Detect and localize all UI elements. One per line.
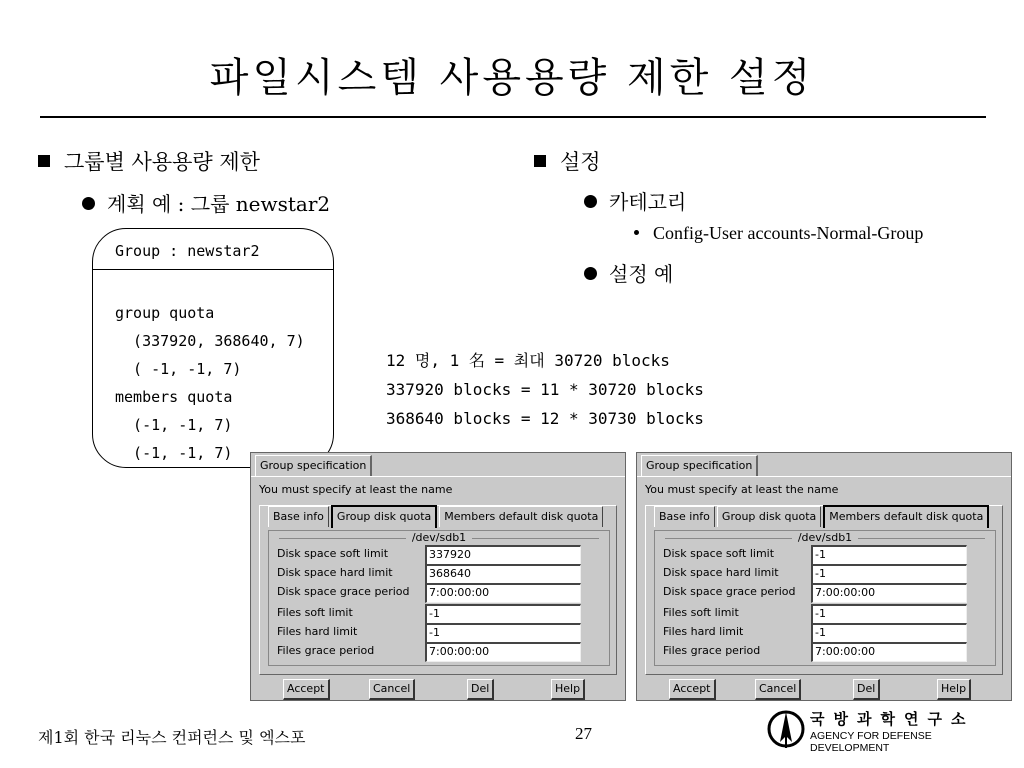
title-divider (40, 116, 986, 118)
row-files-grace (663, 642, 985, 661)
right-category-path (634, 223, 923, 244)
quota-panel (259, 505, 617, 675)
left-heading-text: 그룹별 사용용량 제한 (64, 150, 260, 174)
row-disk-grace (277, 583, 599, 602)
dialog-title-divider (251, 476, 625, 477)
right-category (584, 186, 686, 215)
circle-bullet-icon (584, 195, 597, 208)
agency-name-english: AGENCY FOR DEFENSE DEVELOPMENT (810, 730, 932, 754)
square-bullet-icon (38, 155, 50, 167)
cancel-button[interactable]: Cancel (755, 679, 801, 700)
tab-group-disk-quota[interactable]: Group disk quota (717, 506, 821, 527)
dialog-title-divider (637, 476, 1011, 477)
left-sub (82, 188, 330, 217)
group-spec-dialog-1 (250, 452, 626, 701)
quota-box-header: Group : newstar2 (93, 229, 333, 270)
quota-plan-box (92, 228, 334, 468)
slide-title: 파일시스템 사용용량 제한 설정 (209, 55, 815, 101)
conference-name: 제1회 한국 리눅스 컨퍼런스 및 엑스포 (38, 728, 306, 747)
row-label: Disk space hard limit (277, 566, 393, 579)
row-label: Files soft limit (277, 606, 353, 619)
square-bullet-icon (534, 155, 546, 167)
agency-logo (766, 708, 1006, 752)
tab-bar (268, 506, 605, 528)
group-spec-dialog-2 (636, 452, 1012, 701)
row-label: Files soft limit (663, 606, 739, 619)
row-label: Disk space hard limit (663, 566, 779, 579)
calc-line: 12 명, 1 名 = 최대 30720 blocks (386, 351, 670, 370)
device-name: /dev/sdb1 (792, 531, 858, 544)
disk-soft-limit-input[interactable]: -1 (811, 545, 967, 565)
row-label: Files hard limit (277, 625, 358, 638)
row-label: Disk space grace period (663, 585, 796, 598)
quota-line: group quota (115, 304, 215, 322)
row-label: Files grace period (277, 644, 375, 657)
calc-line: 337920 blocks = 11 * 30720 blocks (386, 380, 704, 399)
quota-box-body (115, 299, 305, 467)
tab-bar (654, 506, 991, 528)
row-files-hard (277, 623, 599, 642)
disk-hard-limit-input[interactable]: 368640 (425, 564, 581, 584)
dialog-title-tab[interactable]: Group specification (641, 455, 758, 476)
circle-bullet-icon (584, 267, 597, 280)
row-disk-grace (663, 583, 985, 602)
row-files-soft (277, 604, 599, 623)
del-button[interactable]: Del (853, 679, 880, 700)
row-files-soft (663, 604, 985, 623)
tab-base-info[interactable]: Base info (268, 506, 329, 527)
quota-fields (654, 530, 996, 666)
agency-name-korean: 국방과학연구소 (810, 710, 975, 728)
row-disk-soft (663, 545, 985, 564)
help-button[interactable]: Help (937, 679, 971, 700)
row-label: Disk space soft limit (277, 547, 389, 560)
quota-fields (268, 530, 610, 666)
right-heading-text: 설정 (560, 150, 601, 174)
device-name: /dev/sdb1 (406, 531, 472, 544)
row-label: Disk space grace period (277, 585, 410, 598)
block-calculation (386, 346, 704, 433)
dialog-title-tab[interactable]: Group specification (255, 455, 372, 476)
row-label: Files grace period (663, 644, 761, 657)
left-sub-text: 계획 예 : 그룹 newstar2 (107, 192, 331, 216)
accept-button[interactable]: Accept (283, 679, 330, 700)
right-example (584, 258, 673, 287)
row-disk-soft (277, 545, 599, 564)
right-heading (534, 146, 601, 176)
tab-members-default-disk-quota[interactable]: Members default disk quota (439, 506, 603, 527)
quota-panel (645, 505, 1003, 675)
dialog-message: You must specify at least the name (259, 483, 453, 496)
quota-line: (-1, -1, 7) (115, 416, 233, 434)
del-button[interactable]: Del (467, 679, 494, 700)
cancel-button[interactable]: Cancel (369, 679, 415, 700)
tab-members-default-disk-quota[interactable]: Members default disk quota (823, 505, 989, 528)
disk-hard-limit-input[interactable]: -1 (811, 564, 967, 584)
right-category-text: 카테고리 (609, 190, 687, 214)
row-disk-hard (277, 564, 599, 583)
category-path-text: Config-User accounts-Normal-Group (653, 223, 924, 243)
tab-group-disk-quota[interactable]: Group disk quota (331, 505, 437, 528)
quota-line: (337920, 368640, 7) (115, 332, 305, 350)
files-hard-limit-input[interactable]: -1 (425, 623, 581, 643)
page-number: 27 (575, 724, 592, 743)
row-disk-hard (663, 564, 985, 583)
row-files-hard (663, 623, 985, 642)
calc-line: 368640 blocks = 12 * 30730 blocks (386, 409, 704, 428)
row-files-grace (277, 642, 599, 661)
left-heading (38, 146, 260, 176)
device-label (655, 531, 995, 544)
device-label (269, 531, 609, 544)
row-label: Disk space soft limit (663, 547, 775, 560)
small-bullet-icon (634, 230, 639, 235)
files-soft-limit-input[interactable]: -1 (425, 604, 581, 624)
disk-soft-limit-input[interactable]: 337920 (425, 545, 581, 565)
row-label: Files hard limit (663, 625, 744, 638)
files-soft-limit-input[interactable]: -1 (811, 604, 967, 624)
tab-base-info[interactable]: Base info (654, 506, 715, 527)
quota-line: members quota (115, 388, 233, 406)
help-button[interactable]: Help (551, 679, 585, 700)
agency-emblem-icon (766, 708, 806, 750)
accept-button[interactable]: Accept (669, 679, 716, 700)
files-grace-period-input[interactable]: 7:00:00:00 (425, 642, 581, 662)
right-example-text: 설정 예 (609, 262, 674, 286)
files-hard-limit-input[interactable]: -1 (811, 623, 967, 643)
disk-grace-period-input[interactable]: 7:00:00:00 (425, 583, 581, 603)
quota-line: ( -1, -1, 7) (115, 360, 242, 378)
circle-bullet-icon (82, 197, 95, 210)
quota-line: (-1, -1, 7) (115, 444, 233, 462)
dialog-message: You must specify at least the name (645, 483, 839, 496)
disk-grace-period-input[interactable]: 7:00:00:00 (811, 583, 967, 603)
files-grace-period-input[interactable]: 7:00:00:00 (811, 642, 967, 662)
